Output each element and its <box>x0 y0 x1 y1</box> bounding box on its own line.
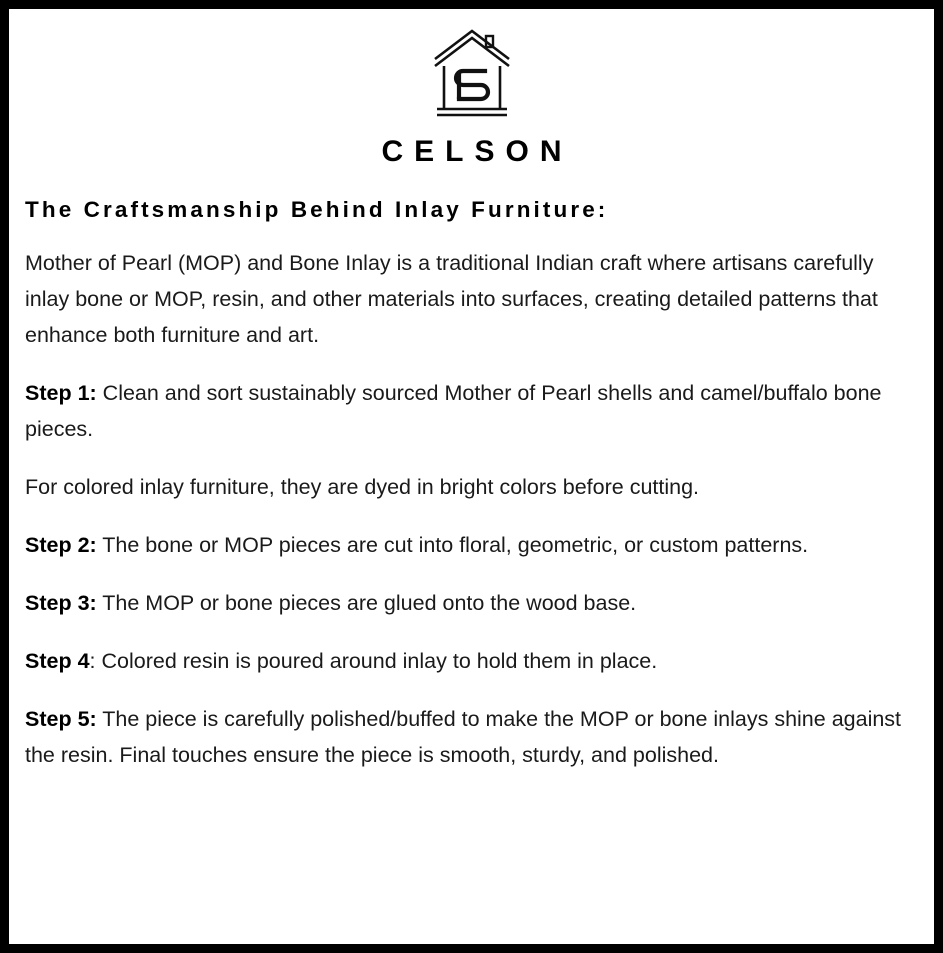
brand-name: CELSON <box>381 135 573 168</box>
paragraph-text: The bone or MOP pieces are cut into floral, geometric, or custom patterns. <box>96 533 809 557</box>
paragraph-label: Step 3: <box>25 591 97 615</box>
paragraph-step-1 <box>25 375 918 447</box>
paragraph-step-5 <box>25 701 918 773</box>
paragraph-label: Step 1: <box>25 381 97 405</box>
paragraph-text: Mother of Pearl (MOP) and Bone Inlay is a traditional Indian craft where artisans carefully inlay bone or MOP, resin, and other materials into surfaces, creating detailed patterns that enhance both furniture and art. <box>25 251 878 347</box>
paragraph-step-2 <box>25 527 918 563</box>
paragraph-text: Clean and sort sustainably sourced Mother of Pearl shells and camel/buffalo bone pieces. <box>25 381 882 441</box>
body-copy <box>25 245 918 773</box>
paragraph-intro <box>25 245 918 353</box>
paragraph-text: : Colored resin is poured around inlay to hold them in place. <box>89 649 658 673</box>
paragraph-label: Step 2: <box>25 533 97 557</box>
paragraph-label: Step 4 <box>25 649 90 673</box>
paragraph-text: The MOP or bone pieces are glued onto the wood base. <box>96 591 637 615</box>
paragraph-step-3 <box>25 585 918 621</box>
paragraph-text: For colored inlay furniture, they are dyed in bright colors before cutting. <box>25 475 700 499</box>
page-title: The Craftsmanship Behind Inlay Furniture: <box>25 197 609 222</box>
brand-header <box>25 25 918 169</box>
paragraph-step-4 <box>25 643 918 679</box>
paragraph-colored-inlay <box>25 469 918 505</box>
house-monogram-icon <box>429 25 515 121</box>
paragraph-text: The piece is carefully polished/buffed to make the MOP or bone inlays shine against the resin. Final touches ensure the piece is smooth, sturdy, and polished. <box>25 707 902 767</box>
paragraph-label: Step 5: <box>25 707 97 731</box>
